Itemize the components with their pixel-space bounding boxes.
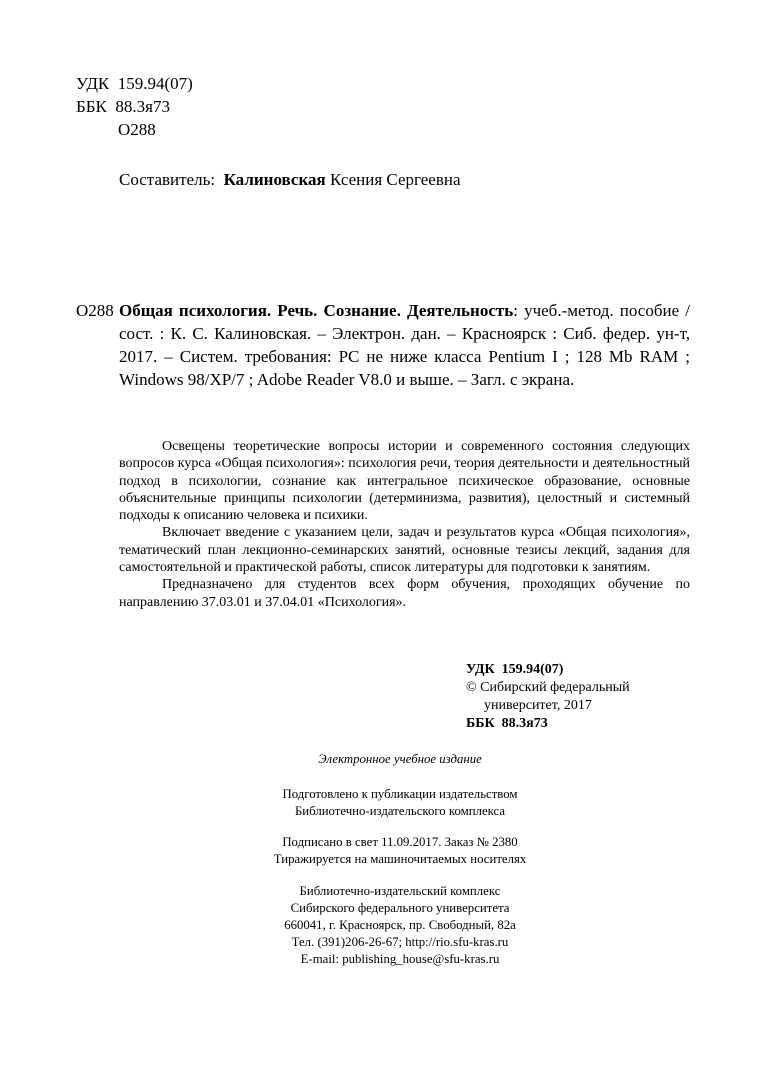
copyright-line: университет, 2017 bbox=[484, 698, 592, 713]
abstract-paragraph: Предназначено для студентов всех форм обучения, проходящих обучение по направлению 37.03.01 и 37.04.01 «Психология». bbox=[119, 577, 690, 610]
compiler-surname: Калиновская bbox=[223, 170, 326, 189]
prepared-line: Подготовлено к публикации издательством bbox=[282, 787, 518, 801]
preparation-note bbox=[200, 786, 600, 820]
record-code: О288 bbox=[76, 301, 114, 320]
udk-label: УДК bbox=[76, 74, 110, 93]
abstract-paragraph: Освещены теоретические вопросы истории и современного состояния следующих вопросов курса «Общая психология»: психология речи, теория деятельности и деятельностный подход в психологии, сознание как интегральное психическое образование, основные объяснительные принципы психологии (детерминизма, развития), целостный и системный подходы к описанию человека и психики. bbox=[119, 439, 690, 524]
bbk-value: 88.3я73 bbox=[115, 97, 170, 116]
publisher-phone-web: Тел. (391)206-26-67; http://rio.sfu-kras.ru bbox=[291, 935, 509, 949]
author-mark: О288 bbox=[118, 120, 156, 139]
classification-codes bbox=[76, 72, 193, 141]
publisher-university: Сибирского федерального университета bbox=[290, 901, 510, 915]
abstract bbox=[119, 438, 690, 611]
signed-line: Подписано в свет 11.09.2017. Заказ № 2380 bbox=[282, 835, 518, 849]
replicated-line: Тиражируется на машиночитаемых носителях bbox=[273, 852, 527, 866]
udk-line bbox=[76, 72, 193, 95]
publication-info bbox=[200, 834, 600, 868]
udk-value: 159.94(07) bbox=[117, 74, 193, 93]
publisher-address: 660041, г. Красноярск, пр. Свободный, 82а bbox=[284, 918, 516, 932]
compiler-given-names: Ксения Сергеевна bbox=[329, 170, 461, 189]
compiler-line bbox=[119, 168, 461, 191]
prepared-line: Библиотечно-издательского комплекса bbox=[294, 804, 506, 818]
abstract-paragraph: Включает введение с указанием цели, задач и результатов курса «Общая психология», тематический план лекционно-семинарских занятий, основные тезисы лекций, задания для самостоятельной и практической работы, список литературы для подготовки к занятиям. bbox=[119, 525, 690, 576]
publisher-info bbox=[200, 883, 600, 968]
edition-type bbox=[200, 751, 600, 768]
record-description: : учеб.-метод. пособие / сост. : К. С. Калиновская. – Электрон. дан. – Красноярск : Сиб. федер. ун-т, 2017. – Систем. требования: PC не ниже класса Pentium I ; 128 Mb RAM ; Windows 98/XP/7 ; Adobe Reader V8.0 и выше. – Загл. с экрана. bbox=[119, 301, 690, 389]
bbk-line-right: ББК 88.3я73 bbox=[466, 716, 548, 731]
book-title: Общая психология. Речь. Сознание. Деятельность bbox=[119, 301, 514, 320]
publisher-email: E-mail: publishing_house@sfu-kras.ru bbox=[300, 952, 500, 966]
copyright-notice bbox=[466, 679, 630, 715]
bibliographic-record bbox=[76, 299, 690, 391]
copyright-line: © Сибирский федеральный bbox=[466, 680, 630, 695]
udk-line-right: УДК 159.94(07) bbox=[466, 662, 564, 677]
bbk-label: ББК bbox=[76, 97, 107, 116]
publisher-name: Библиотечно-издательский комплекс bbox=[299, 884, 501, 898]
compiler-label: Составитель: bbox=[119, 170, 216, 189]
bbk-line bbox=[76, 95, 193, 118]
edition-type-text: Электронное учебное издание bbox=[318, 752, 482, 766]
record-text bbox=[76, 299, 690, 391]
